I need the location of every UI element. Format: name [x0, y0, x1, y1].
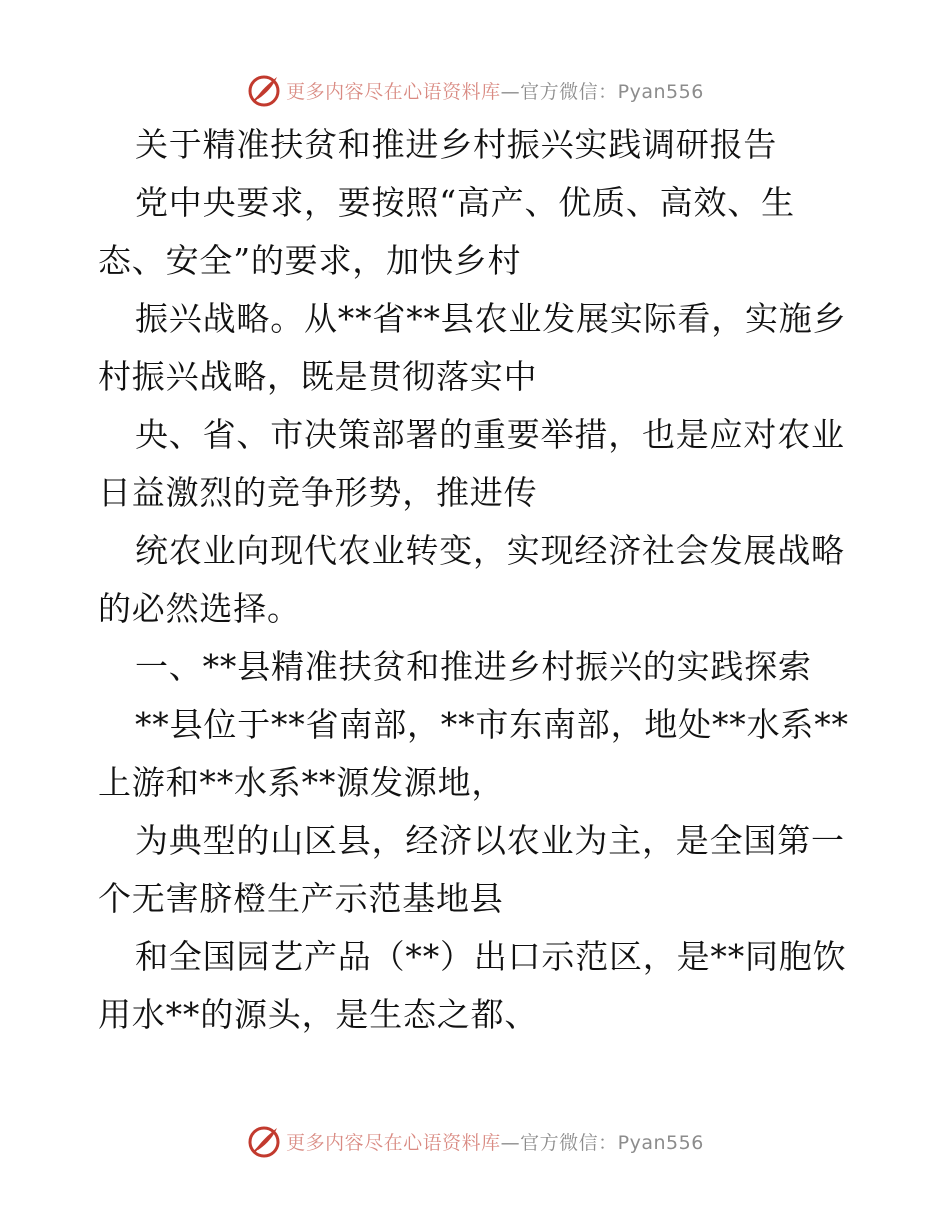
text-line: 党中央要求，要按照“高产、优质、高效、生	[135, 183, 795, 222]
text-line: 关于精准扶贫和推进乡村振兴实践调研报告	[135, 125, 778, 164]
header-watermark	[0, 70, 950, 110]
watermark-text: 更多内容尽在心语资料库—官方微信：Pyan556	[286, 1131, 704, 1154]
watermark-text: 更多内容尽在心语资料库—官方微信：Pyan556	[286, 80, 704, 103]
text-line: 用水**的源头，是生态之都、	[98, 995, 539, 1034]
text-line: 的必然选择。	[98, 589, 301, 628]
text-line: 个无害脐橙生产示范基地县	[98, 879, 504, 918]
text-line: **县位于**省南部，**市东南部，地处**水系**	[135, 705, 849, 744]
footer-watermark	[0, 1121, 950, 1161]
text-line: 上游和**水系**源发源地，	[98, 763, 506, 802]
text-line: 统农业向现代农业转变，实现经济社会发展战略	[135, 531, 845, 570]
text-line: 态、安全”的要求，加快乡村	[98, 241, 522, 280]
document-body	[98, 116, 858, 1044]
quill-logo-icon	[246, 72, 282, 108]
text-line: 和全国园艺产品（**）出口示范区，是**同胞饮	[135, 937, 847, 976]
text-line: 为典型的山区县，经济以农业为主，是全国第一	[135, 821, 845, 860]
text-line: 央、省、市决策部署的重要举措，也是应对农业	[135, 415, 845, 454]
text-line: 振兴战略。从**省**县农业发展实际看，实施乡	[135, 299, 847, 338]
text-line: 一、**县精准扶贫和推进乡村振兴的实践探索	[135, 647, 812, 686]
text-line: 日益激烈的竞争形势，推进传	[98, 473, 538, 512]
text-line: 村振兴战略，既是贯彻落实中	[98, 357, 538, 396]
quill-logo-icon	[246, 1123, 282, 1159]
